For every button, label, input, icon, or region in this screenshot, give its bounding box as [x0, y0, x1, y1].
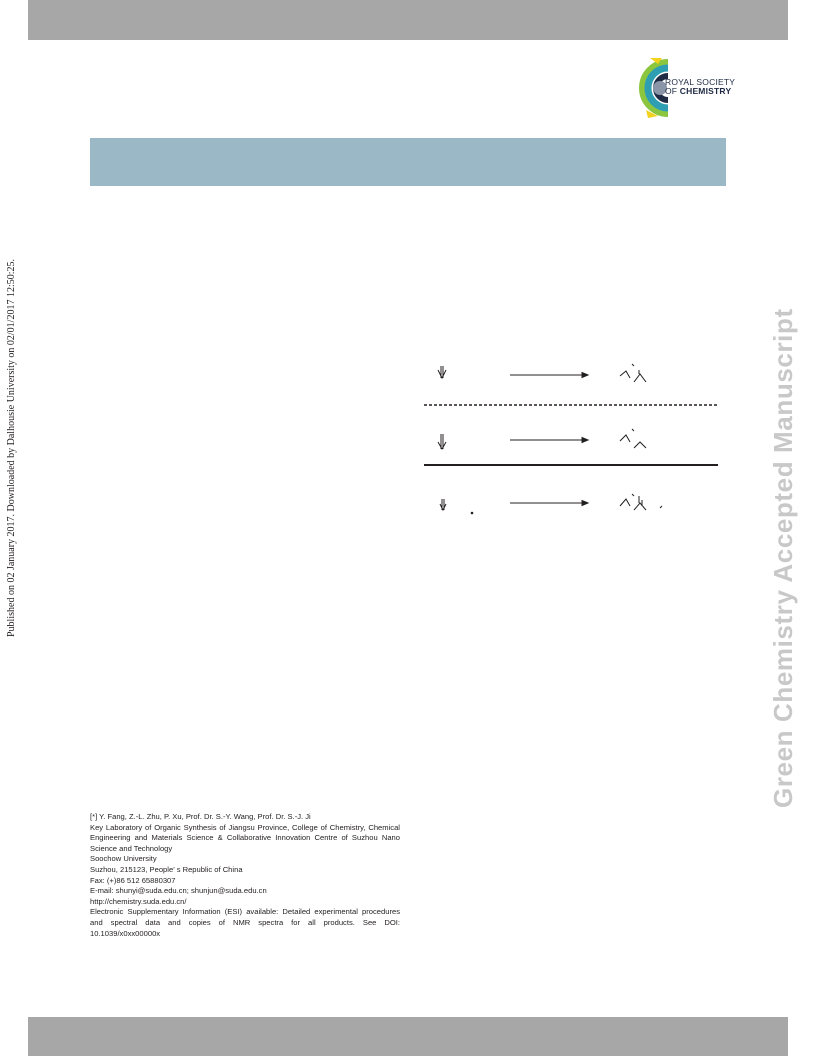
publication-note: Published on 02 January 2017. Downloaded by Dalhousie University on 02/01/2017 12:50:25.: [6, 258, 17, 637]
rsc-logo-text: [665, 78, 735, 96]
reaction-scheme: [420, 356, 720, 526]
accepted-manuscript-watermark: Green Chemistry Accepted Manuscript: [768, 308, 798, 808]
author-affiliation-footnote: [90, 812, 400, 939]
affil-line: Suzhou, 215123, People’ s Republic of China: [90, 864, 243, 874]
affil-line: Electronic Supplementary Information (ESI) available: Detailed experimental procedures and spectral data and copies of NMR spectra for all products. See DOI: 10.1039/x0xx00000x: [90, 907, 400, 938]
logo-line-2-strong: CHEMISTRY: [679, 86, 732, 96]
logo-line-2-prefix: OF: [665, 86, 680, 96]
affil-line: [*] Y. Fang, Z.-L. Zhu, P. Xu, Prof. Dr. S.-Y. Wang, Prof. Dr. S.-J. Ji: [90, 812, 311, 821]
affil-line: E-mail: shunyi@suda.edu.cn; shunjun@suda.edu.cn: [90, 886, 267, 896]
scheme-row-3: [440, 494, 662, 514]
scheme-row-1: [438, 364, 646, 382]
affil-line: http://chemistry.suda.edu.cn/: [90, 896, 187, 906]
scheme-row-2: [438, 429, 646, 449]
affil-line: Key Laboratory of Organic Synthesis of Jiangsu Province, College of Chemistry, Chemical Engineering and Materials Science & Collaborative Innovation Centre of Suzhou Nano Science and Technology: [90, 822, 400, 853]
affil-line: Fax: (+)86 512 65880307: [90, 875, 176, 885]
page-header-bar: [28, 0, 788, 40]
affil-line: Soochow University: [90, 854, 157, 864]
logo-line-1: ROYAL SOCIETY: [665, 77, 736, 87]
page-footer-bar: [28, 1017, 788, 1056]
title-band: [90, 138, 726, 186]
logo-line-2: [665, 87, 735, 96]
